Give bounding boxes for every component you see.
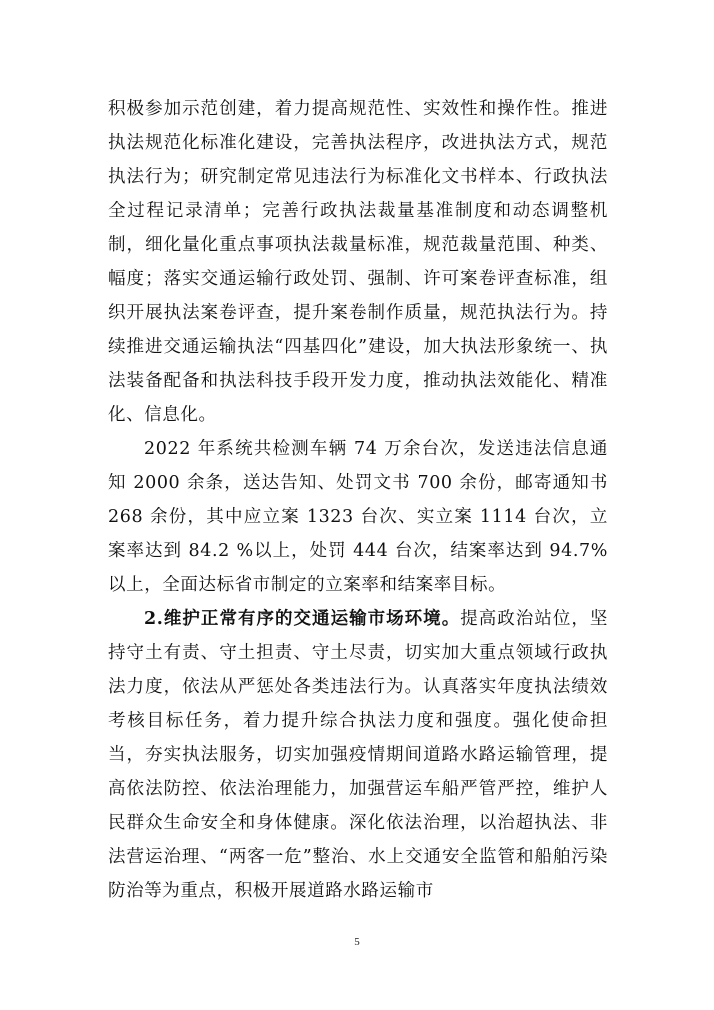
paragraph-2-text: 2022 年系统共检测车辆 74 万余台次，发送违法信息通知 2000 余条，送达告知、处罚文书 700 余份，邮寄通知书 268 余份，其中应立案 1323 台次、实立案 1114 台次，立案率达到 84.2 %以上，处罚 444 台次，结案率达到 94.7%以上，全面达标省市制定的立案率和结案率目标。 (108, 439, 608, 595)
body-text (108, 92, 608, 908)
page-number: 5 (354, 936, 360, 948)
paragraph-3 (108, 602, 608, 908)
paragraph-3-text: 提高政治站位，坚持守土有责、守土担责、守土尽责，切实加大重点领域行政执法力度，依法从严惩处各类违法行为。认真落实年度执法绩效考核目标任务，着力提升综合执法力度和强度。强化使命担当，夯实执法服务，切实加强疫情期间道路水路运输管理，提高依法防控、依法治理能力，加强营运车船严管严控，维护人民群众生命安全和身体健康。深化依法治理，以治超执法、非法营运治理、“两客一危”整治、水上交通安全监管和船舶污染防治等为重点，积极开展道路水路运输市 (108, 609, 608, 901)
section-heading: 2.维护正常有序的交通运输市场环境。 (144, 609, 461, 629)
paragraph-1 (108, 92, 608, 432)
paragraph-2 (108, 432, 608, 602)
paragraph-1-text: 积极参加示范创建，着力提高规范性、实效性和操作性。推进执法规范化标准化建设，完善执法程序，改进执法方式，规范执法行为；研究制定常见违法行为标准化文书样本、行政执法全过程记录清单；完善行政执法裁量基准制度和动态调整机制，细化量化重点事项执法裁量标准，规范裁量范围、种类、幅度；落实交通运输行政处罚、强制、许可案卷评查标准，组织开展执法案卷评查，提升案卷制作质量，规范执法行为。持续推进交通运输执法“四基四化”建设，加大执法形象统一、执法装备配备和执法科技手段开发力度，推动执法效能化、精准化、信息化。 (108, 99, 608, 425)
